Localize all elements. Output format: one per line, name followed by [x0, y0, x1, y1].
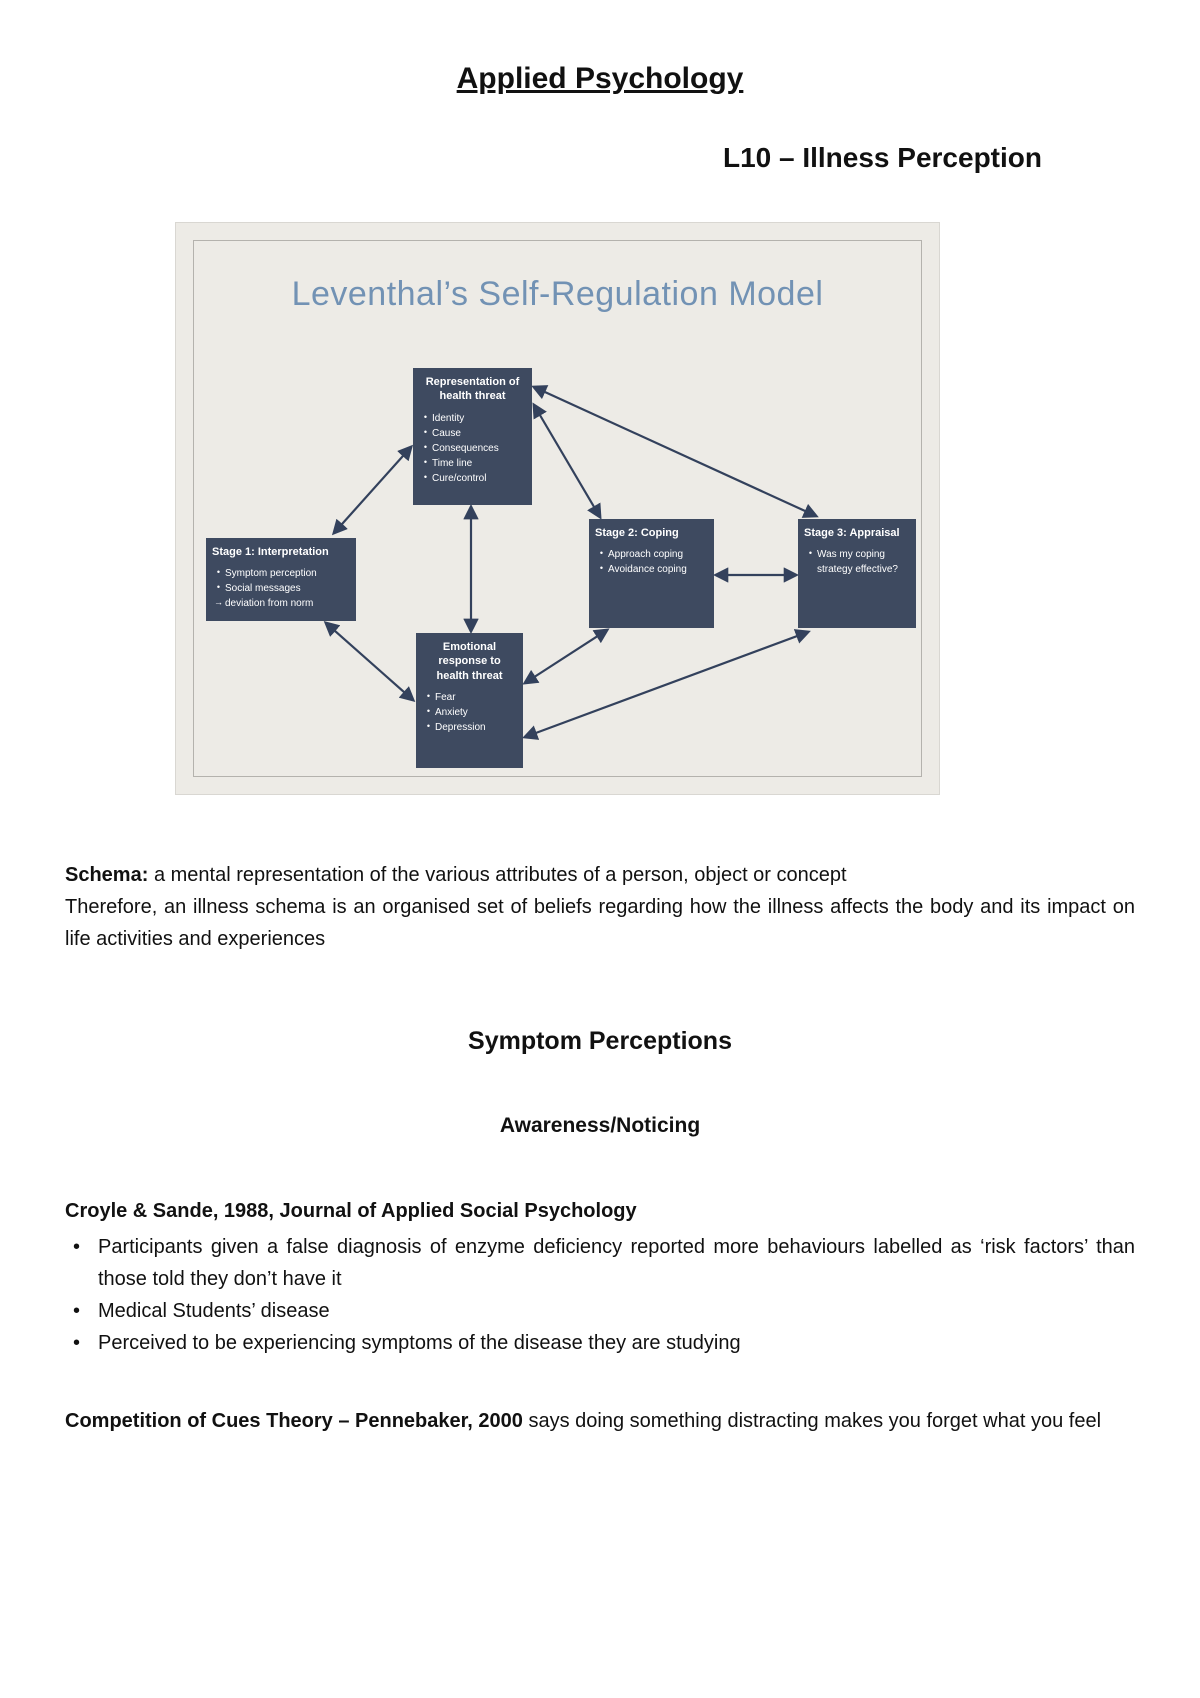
arrow-representation-stage3 — [534, 387, 816, 516]
bullet-text: Avoidance coping — [608, 564, 687, 576]
arrow-stage1-emotional — [326, 623, 413, 700]
diagram-box-stage2-coping — [589, 519, 714, 628]
bullet-marker: • — [599, 563, 604, 574]
bullet-marker: • — [423, 471, 428, 482]
box-bullets — [419, 411, 526, 486]
bullet-marker: • — [423, 441, 428, 452]
bullet-marker: • — [423, 411, 428, 422]
bullet-item — [595, 547, 708, 562]
bullet-text: Approach coping — [608, 549, 684, 561]
study-reference-heading: Croyle & Sande, 1988, Journal of Applied Social Psychology — [65, 1199, 637, 1222]
arrow-representation-stage2 — [534, 405, 600, 517]
box-bullets — [595, 547, 708, 577]
bullet-marker: • — [73, 1299, 81, 1322]
lecture-title: L10 – Illness Perception — [722, 142, 1042, 173]
schema-paragraph — [65, 859, 1135, 955]
bullet-text: Social messages — [225, 583, 301, 595]
bullet-marker: • — [426, 720, 431, 731]
bullet-item — [804, 547, 910, 577]
diagram-arrows — [176, 223, 941, 796]
arrow-emotional-stage3 — [525, 632, 808, 737]
bullet-item — [65, 1231, 1135, 1295]
bullet-item — [419, 441, 526, 456]
bullet-marker: • — [216, 582, 221, 593]
bullet-marker: • — [423, 426, 428, 437]
bullet-marker: • — [216, 567, 221, 578]
bullet-text: Identity — [432, 412, 465, 424]
bullet-text: Anxiety — [435, 706, 468, 718]
box-bullets — [804, 547, 910, 577]
bullet-text: Perceived to be experiencing symptoms of the disease they are studying — [98, 1331, 741, 1354]
doc-title: Applied Psychology — [456, 62, 744, 95]
schema-text-line2: Therefore, an illness schema is an organised set of beliefs regarding how the illness affects the body and its impact on life activities and experiences — [65, 896, 1135, 950]
schema-text-line1: a mental representation of the various attributes of a person, object or concept — [153, 864, 847, 886]
bullet-text: Depression — [435, 721, 486, 733]
box-title: Representation of health threat — [425, 376, 520, 403]
box-title: Stage 1: Interpretation — [212, 546, 329, 558]
bullet-item — [65, 1295, 1135, 1327]
cues-theory-paragraph — [65, 1405, 1135, 1437]
diagram-box-stage3-appraisal — [798, 519, 916, 628]
bullet-item — [422, 705, 517, 720]
document-body — [65, 859, 1135, 1437]
bullet-marker: • — [73, 1235, 81, 1258]
bullet-item — [419, 426, 526, 441]
bullet-text: Cure/control — [432, 472, 487, 484]
bullet-marker: • — [426, 690, 431, 701]
bullet-item — [212, 566, 350, 581]
diagram-box-emotional-response — [416, 633, 523, 768]
cues-theory-text: says doing something distracting makes you forget what you feel — [528, 1409, 1102, 1432]
bullet-item — [595, 562, 708, 577]
bullet-item — [422, 720, 517, 735]
bullet-item — [419, 456, 526, 471]
diagram-box-stage1-interpretation — [206, 538, 356, 621]
bullet-text: Consequences — [432, 442, 499, 454]
arrow-emotional-stage2 — [525, 630, 607, 683]
slide-image — [175, 222, 940, 795]
bullet-text: Participants given a false diagnosis of enzyme deficiency reported more behaviours labelled as ‘risk factors’ than those told they don’t have it — [98, 1235, 1135, 1290]
sub-heading-awareness-noticing: Awareness/Noticing — [499, 1114, 701, 1137]
bullet-item — [422, 690, 517, 705]
box-title: Stage 2: Coping — [595, 527, 679, 539]
box-title: Stage 3: Appraisal — [804, 527, 900, 539]
schema-label: Schema: — [65, 864, 149, 886]
bullet-item — [65, 1327, 1135, 1359]
bullet-text: Cause — [432, 427, 461, 439]
diagram-box-representation — [413, 368, 532, 505]
bullet-text: Symptom perception — [225, 568, 317, 580]
bullet-marker: • — [73, 1331, 81, 1354]
box-bullets — [422, 690, 517, 735]
bullet-marker: • — [423, 456, 428, 467]
study-bullet-list — [65, 1231, 1135, 1359]
box-bullets — [212, 566, 350, 611]
bullet-marker: • — [808, 548, 813, 559]
cues-theory-bold: Competition of Cues Theory – Pennebaker, 2000 — [65, 1409, 523, 1432]
bullet-text: Fear — [435, 691, 456, 703]
bullet-marker: → — [214, 597, 223, 608]
bullet-text: deviation from norm — [225, 598, 314, 610]
bullet-item — [212, 596, 350, 611]
bullet-marker: • — [426, 705, 431, 716]
section-heading-symptom-perceptions: Symptom Perceptions — [468, 1027, 732, 1055]
bullet-item — [419, 411, 526, 426]
bullet-text: Was my coping strategy effective? — [817, 549, 898, 576]
box-title: Emotional response to health threat — [436, 641, 503, 682]
bullet-text: Medical Students’ disease — [98, 1299, 330, 1322]
arrow-stage1-representation — [334, 447, 411, 533]
bullet-item — [419, 471, 526, 486]
bullet-text: Time line — [432, 457, 473, 469]
slide-title: Leventhal’s Self-Regulation Model — [291, 275, 824, 313]
bullet-marker: • — [599, 548, 604, 559]
bullet-item — [212, 581, 350, 596]
